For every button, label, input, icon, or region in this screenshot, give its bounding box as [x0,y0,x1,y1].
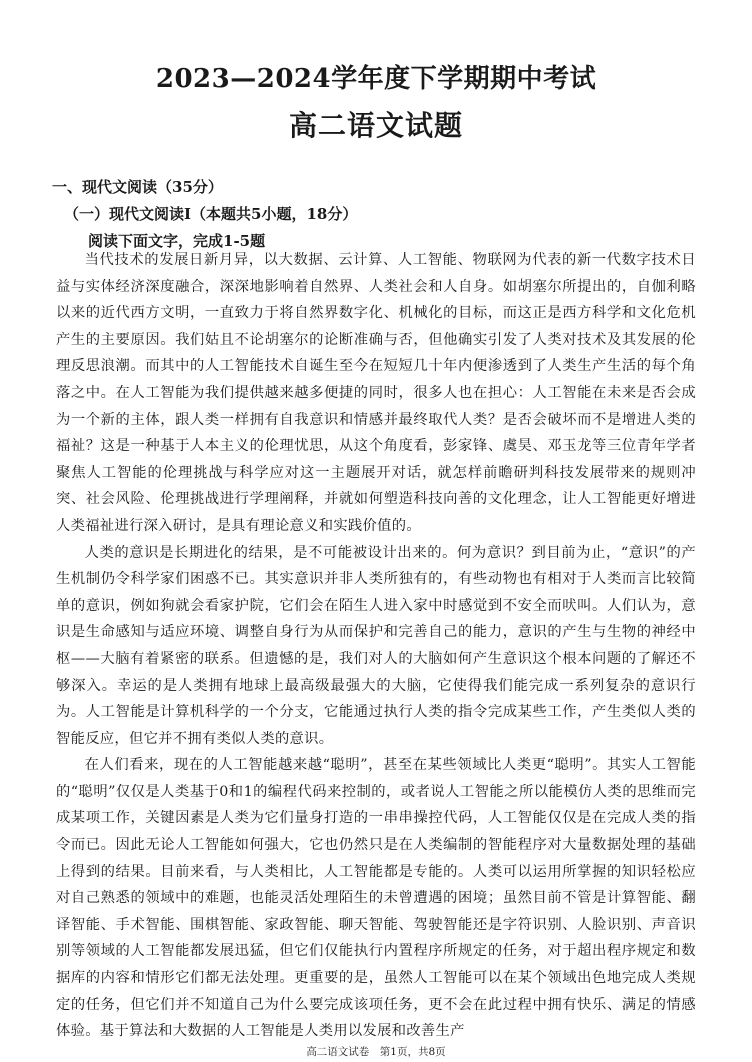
page-footer: 高二语文试卷 第1页，共8页 [306,1046,446,1058]
passage-paragraph-1: 当代技术的发展日新月异，以大数据、云计算、人工智能、物联网为代表的新一代数字技术日益与实体经济深度融合，深深地影响着自然界、人类社会和人自身。如胡塞尔所提出的，自伽利略以来的近代西方文明，一直致力于将自然界数字化、机械化的目标，而这正是西方科学和文化危机产生的主要原因。我们姑且不论胡塞尔的论断准确与否，但他确实引发了人类对技术及其发展的伦理反思浪潮。而其中的人工智能技术自诞生至今在短短几十年内便渗透到了人类生产生活的每个角落之中。在人工智能为我们提供越来越多便捷的同时，很多人也在担心：人工智能在未来是否会成为一个新的主体，跟人类一样拥有自我意识和情感并最终取代人类？是否会破坏而不是增进人类的福祉？这是一种基于人本主义的伦理忧思，从这个角度看，彭家锋、虞昊、邓玉龙等三位青年学者聚焦人工智能的伦理挑战与科学应对这一主题展开对话，就怎样前瞻研判科技发展带来的规则冲突、社会风险、伦理挑战进行学理阐释，并就如何塑造科技向善的文化理念，让人工智能更好增进人类福祉进行深入研讨，是具有理论意义和实践价值的。 [56,252,696,534]
exam-subject-title: 高二语文试题 [288,109,463,142]
reading-passage [56,247,696,1045]
passage-paragraph-2: 人类的意识是长期进化的结果，是不可能被设计出来的。何为意识？到目前为止，“意识”的产生机制仍令科学家们困惑不已。其实意识并非人类所独有的，有些动物也有相对于人类而言比较简单的意识，例如狗就会看家护院，它们会在陌生人进入家中时感觉到不安全而吠叫。人们认为，意识是生命感知与适应环境、调整自身行为从而保护和完善自己的能力，意识的产生与生物的神经中枢——大脑有着紧密的联系。但遗憾的是，我们对人的大脑如何产生意识这个根本问题的了解还不够深入。幸运的是人类拥有地球上最高级最强大的大脑，它使得我们能完成一系列复杂的意识行为。人工智能是计算机科学的一个分支，它能通过执行人类的指令完成某些工作，产生类似人类的智能反应，但它并不拥有类似人类的意识。 [56,544,696,747]
exam-title: 2023—2024学年度下学期期中考试 [155,64,597,94]
passage-paragraph-3: 在人们看来，现在的人工智能越来越“聪明”，甚至在某些领域比人类更“聪明”。其实人工智能的“聪明”仅仅是人类基于0和1的编程代码来控制的，或者说人工智能之所以能模仿人类的思维而完成某项工作，关键因素是人类为它们量身打造的一串串操控代码，人工智能仅仅是在完成人类的指令而已。因此无论人工智能如何强大，它也仍然只是在人类编制的智能程序对大量数据处理的基础上得到的结果。目前来看，与人类相比，人工智能都是专能的。人类可以运用所掌握的知识轻松应对自己熟悉的领域中的难题，也能灵活处理陌生的未曾遭遇的困境；虽然目前不管是计算智能、翻译智能、手术智能、围棋智能、家政智能、聊天智能、驾驶智能还是字符识别、人脸识别、声音识别等领域的人工智能都发展迅猛，但它们仅能执行内置程序所规定的任务，对于超出程序规定和数据库的内容和情形它们都无法处理。更重要的是，虽然人工智能可以在某个领域出色地完成人类规定的任务，但它们并不知道自己为什么要完成该项任务，更不会在此过程中拥有快乐、满足的情感体验。基于算法和大数据的人工智能是人类用以发展和改善生产 [56,757,696,1040]
subsection-heading: （一）现代文阅读Ⅰ（本题共5小题，18分） [64,205,358,223]
reading-instruction: 阅读下面文字，完成1-5题 [88,232,266,250]
section-heading: 一、现代文阅读（35分） [52,178,223,196]
